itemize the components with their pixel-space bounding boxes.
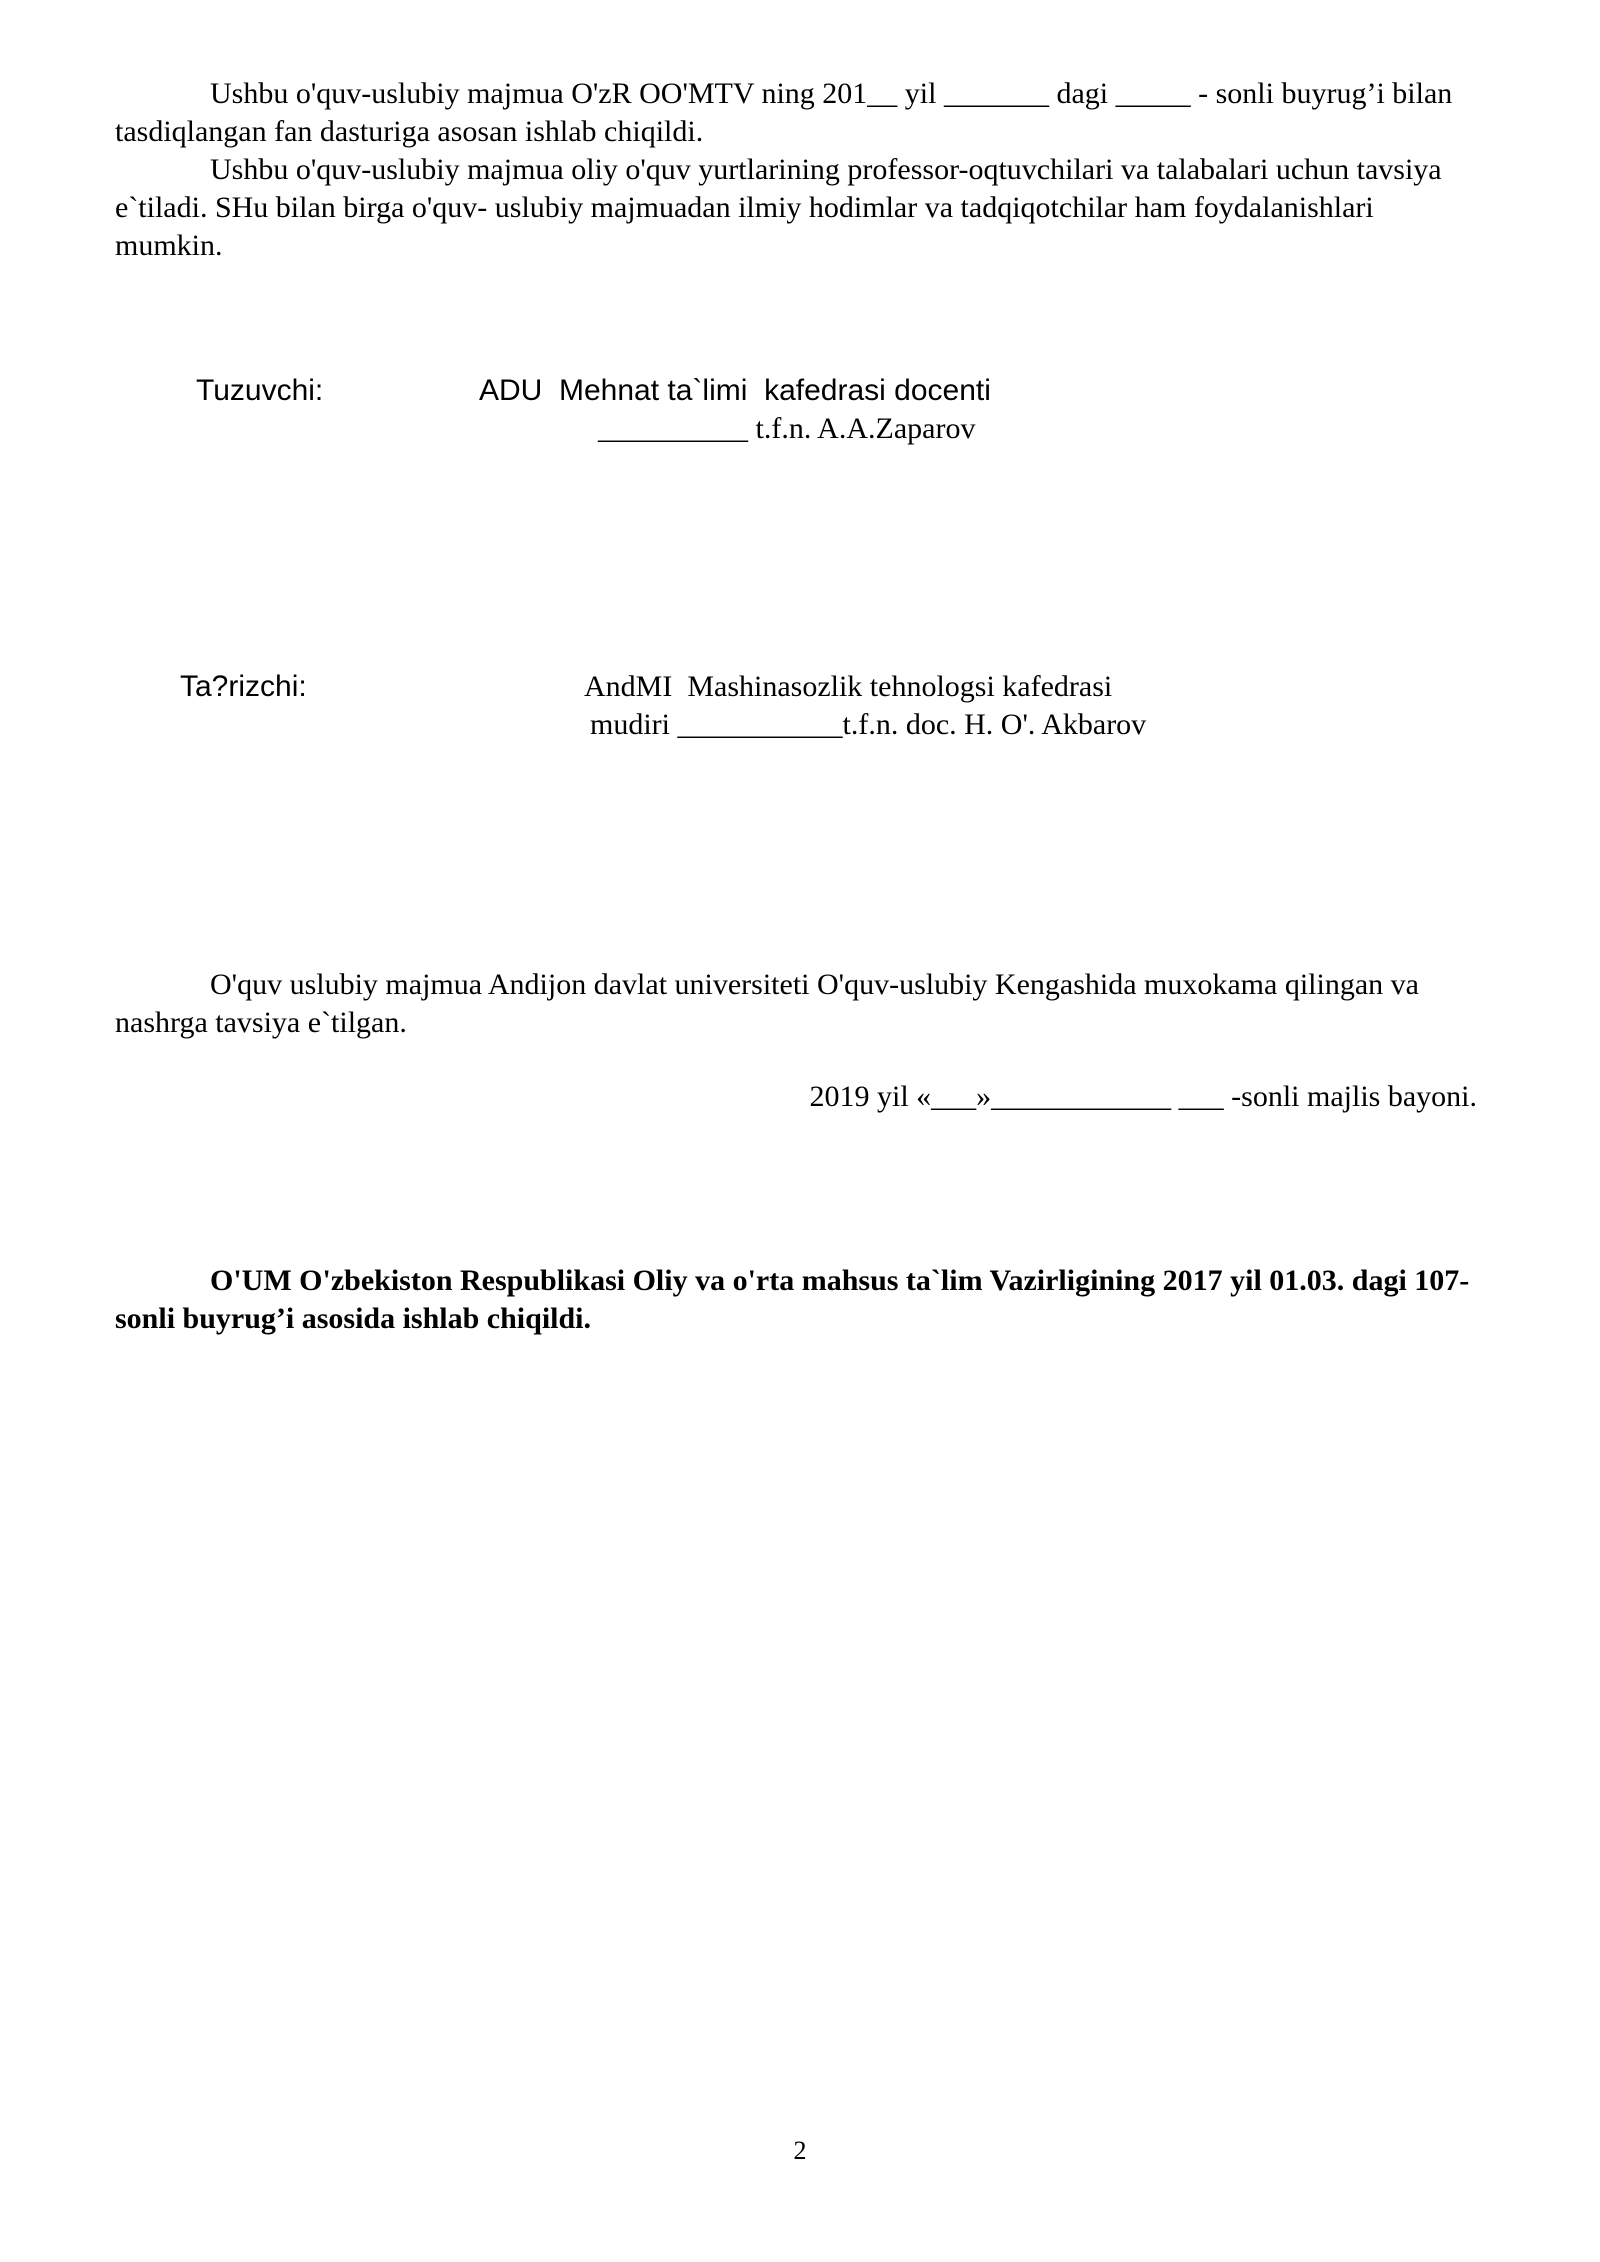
- council-section: [115, 966, 1475, 1042]
- decree-paragraph: O'UM O'zbekiston Respublikasi Oliy va o'rta mahsus ta`lim Vazirligining 2017 yil 01.03. dagi 107-sonli buyrug’i asosida ishlab chiqildi.: [115, 1264, 1470, 1335]
- compiler-label: Tuzuvchi:: [196, 374, 324, 407]
- reviewer-position: AndMI Mashinasozlik tehnologsi kafedrasi: [584, 670, 1113, 703]
- council-paragraph: O'quv uslubiy majmua Andijon davlat universiteti O'quv-uslubiy Kengashida muxokama qilingan va nashrga tavsiya e`tilgan.: [115, 968, 1419, 1039]
- compiler-position: ADU Mehnat ta`limi kafedrasi docenti: [479, 374, 991, 407]
- decree-section: [115, 1262, 1475, 1338]
- intro-paragraph-approval: Ushbu o'quv-uslubiy majmua O'zR OO'MTV ning 201__ yil _______ dagi _____ - sonli buyrug’i bilan tasdiqlangan fan dasturiga asosan ishlab chiqildi.: [115, 77, 1453, 148]
- reviewer-signature-name: mudiri ___________t.f.n. doc. H. O'. Akbarov: [590, 708, 1147, 741]
- reviewer-label: Ta?rizchi:: [180, 670, 307, 703]
- intro-section: [115, 75, 1475, 265]
- compiler-signature-name: __________ t.f.n. A.A.Zaparov: [598, 412, 976, 445]
- intro-paragraph-recommendation: Ushbu o'quv-uslubiy majmua oliy o'quv yurtlarining professor-oqtuvchilari va talabalari uchun tavsiya e`tiladi. SHu bilan birga o'quv- uslubiy majmuadan ilmiy hodimlar va tadqiqotchilar ham foydalanishlari mumkin.: [115, 153, 1442, 262]
- page-number: 2: [793, 2136, 807, 2165]
- council-minutes-line: 2019 yil «___»____________ ___ -sonli majlis bayoni.: [809, 1080, 1477, 1113]
